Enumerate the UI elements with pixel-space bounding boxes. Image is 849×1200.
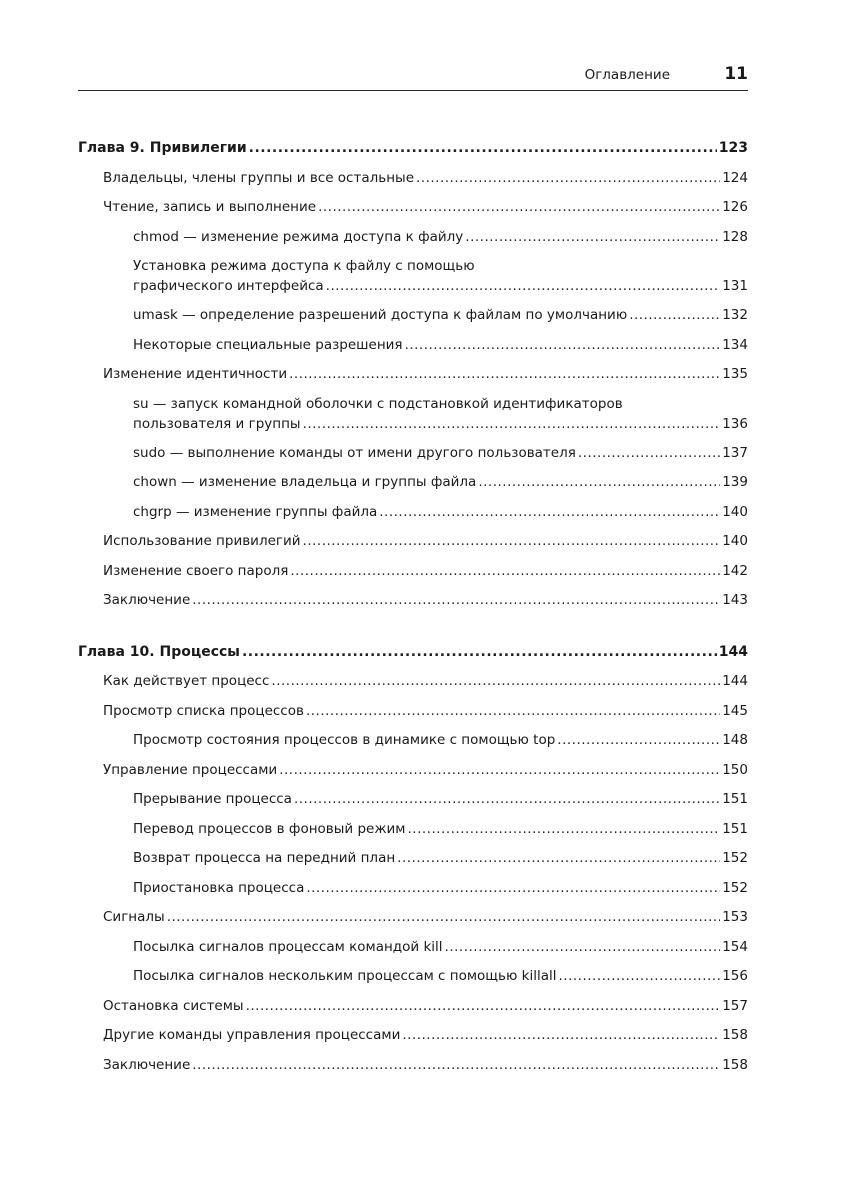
entry-title: Чтение, запись и выполнение bbox=[103, 199, 317, 215]
entry-page-number: 151 bbox=[722, 820, 748, 837]
toc-subsection-entry[interactable] bbox=[78, 439, 748, 469]
toc-subsection-entry[interactable] bbox=[78, 962, 748, 992]
dot-leader bbox=[379, 498, 720, 528]
entry-title: Остановка системы bbox=[103, 997, 244, 1014]
toc-subsection-entry[interactable] bbox=[78, 933, 748, 963]
entry-title: Другие команды управления процессами bbox=[103, 1027, 401, 1043]
toc-section-entry[interactable] bbox=[78, 756, 748, 786]
toc-section-entry[interactable] bbox=[78, 527, 748, 557]
entry-page-number: 143 bbox=[722, 592, 748, 608]
toc-subsection-entry[interactable] bbox=[78, 498, 748, 528]
dot-leader bbox=[192, 586, 720, 616]
entry-title: Заключение bbox=[103, 592, 191, 608]
dot-leader bbox=[271, 667, 720, 697]
dot-leader bbox=[402, 1021, 720, 1051]
entry-page-number: 140 bbox=[722, 503, 748, 520]
toc-section-entry[interactable] bbox=[78, 557, 748, 587]
dot-leader bbox=[405, 331, 721, 361]
toc-subsection-entry[interactable] bbox=[78, 815, 748, 845]
entry-page-number: 156 bbox=[722, 968, 748, 984]
entry-title: Изменение идентичности bbox=[103, 366, 288, 382]
dot-leader bbox=[192, 1051, 720, 1081]
chapter-title: Глава 9. Привилегии bbox=[78, 140, 247, 156]
entry-title: Прерывание процесса bbox=[133, 791, 292, 807]
dot-leader bbox=[416, 164, 720, 194]
header-page-number: 11 bbox=[724, 64, 748, 84]
entry-title: chgrp — изменение группы файла bbox=[133, 503, 378, 520]
dot-leader bbox=[478, 468, 720, 498]
entry-page-number: 142 bbox=[722, 562, 748, 579]
entry-title: Некоторые специальные разрешения bbox=[133, 336, 403, 353]
dot-leader bbox=[306, 697, 720, 727]
entry-page-number: 150 bbox=[722, 761, 748, 778]
dot-leader bbox=[167, 903, 721, 933]
toc-section-entry[interactable] bbox=[78, 586, 748, 616]
entry-title: графического интерфейса bbox=[133, 278, 324, 294]
toc-subsection-entry[interactable] bbox=[78, 390, 748, 439]
dot-leader bbox=[242, 638, 717, 668]
dot-leader bbox=[326, 276, 721, 296]
entry-page-number: 158 bbox=[722, 1056, 748, 1073]
entry-title-line1: su — запуск командной оболочки с подстановкой идентификаторов bbox=[133, 395, 623, 412]
entry-page-number: 152 bbox=[722, 850, 748, 866]
entry-page-number: 139 bbox=[722, 474, 748, 490]
toc-section-entry[interactable] bbox=[78, 164, 748, 194]
entry-title: Возврат процесса на передний план bbox=[133, 850, 396, 866]
toc-subsection-entry[interactable] bbox=[78, 252, 748, 301]
dot-leader bbox=[303, 414, 721, 434]
dot-leader bbox=[408, 815, 721, 845]
dot-leader bbox=[578, 439, 720, 469]
entry-page-number: 137 bbox=[722, 444, 748, 461]
entry-title: umask — определение разрешений доступа к файлам по умолчанию bbox=[133, 307, 628, 323]
toc-section-entry[interactable] bbox=[78, 1021, 748, 1051]
toc-subsection-entry[interactable] bbox=[78, 468, 748, 498]
header-section-label: Оглавление bbox=[584, 67, 670, 83]
entry-title: Использование привилегий bbox=[103, 533, 301, 549]
entry-page-number: 135 bbox=[722, 366, 748, 382]
chapter-spacer bbox=[78, 616, 748, 638]
entry-page-number: 134 bbox=[722, 336, 748, 353]
entry-page-number: 128 bbox=[722, 228, 748, 245]
entry-title: Просмотр списка процессов bbox=[103, 702, 304, 719]
entry-page-number: 148 bbox=[722, 732, 748, 748]
dot-leader bbox=[249, 134, 717, 164]
entry-title: Управление процессами bbox=[103, 761, 278, 778]
chapter-entry[interactable] bbox=[78, 638, 748, 668]
dot-leader bbox=[279, 756, 720, 786]
dot-leader bbox=[303, 527, 721, 557]
entry-title: Владельцы, члены группы и все остальные bbox=[103, 169, 414, 186]
entry-title: Перевод процессов в фоновый режим bbox=[133, 820, 406, 837]
entry-page-number: 153 bbox=[722, 909, 748, 925]
chapter-entry[interactable] bbox=[78, 134, 748, 164]
entry-title: Посылка сигналов процессам командой kill bbox=[133, 938, 443, 955]
entry-page-number: 131 bbox=[722, 278, 748, 294]
entry-page-number: 151 bbox=[722, 791, 748, 807]
entry-page-number: 154 bbox=[722, 938, 748, 955]
toc-section-entry[interactable] bbox=[78, 1051, 748, 1081]
toc-section-entry[interactable] bbox=[78, 360, 748, 390]
table-of-contents bbox=[78, 134, 748, 1080]
entry-page-number: 126 bbox=[722, 199, 748, 215]
entry-page-number: 132 bbox=[722, 307, 748, 323]
dot-leader bbox=[289, 360, 720, 390]
chapter-page-number: 123 bbox=[718, 140, 748, 156]
toc-subsection-entry[interactable] bbox=[78, 844, 748, 874]
toc-subsection-entry[interactable] bbox=[78, 785, 748, 815]
entry-page-number: 140 bbox=[722, 533, 748, 549]
dot-leader bbox=[465, 223, 720, 253]
dot-leader bbox=[557, 726, 720, 756]
dot-leader bbox=[290, 557, 720, 587]
dot-leader bbox=[294, 785, 720, 815]
toc-section-entry[interactable] bbox=[78, 667, 748, 697]
chapter-page-number: 144 bbox=[718, 643, 748, 660]
entry-title: Сигналы bbox=[103, 909, 165, 925]
entry-title: Изменение своего пароля bbox=[103, 562, 289, 579]
entry-page-number: 136 bbox=[722, 415, 748, 432]
toc-subsection-entry[interactable] bbox=[78, 874, 748, 904]
entry-title: chown — изменение владельца и группы файла bbox=[133, 474, 477, 490]
dot-leader bbox=[558, 962, 720, 992]
entry-page-number: 124 bbox=[722, 169, 748, 186]
toc-subsection-entry[interactable] bbox=[78, 331, 748, 361]
entry-title: Как действует процесс bbox=[103, 673, 270, 689]
dot-leader bbox=[445, 933, 721, 963]
entry-title-line1: Установка режима доступа к файлу с помощью bbox=[133, 258, 475, 274]
entry-title: chmod — изменение режима доступа к файлу bbox=[133, 228, 464, 245]
toc-subsection-entry[interactable] bbox=[78, 223, 748, 253]
chapter-title: Глава 10. Процессы bbox=[78, 643, 240, 660]
toc-section-entry[interactable] bbox=[78, 193, 748, 223]
running-header bbox=[78, 62, 748, 91]
toc-section-entry[interactable] bbox=[78, 992, 748, 1022]
dot-leader bbox=[306, 874, 720, 904]
dot-leader bbox=[318, 193, 720, 223]
dot-leader bbox=[246, 992, 721, 1022]
entry-title: Посылка сигналов нескольким процессам с помощью killall bbox=[133, 968, 557, 984]
entry-title: Просмотр состояния процессов в динамике с помощью top bbox=[133, 732, 556, 748]
dot-leader bbox=[629, 301, 720, 331]
entry-page-number: 152 bbox=[722, 879, 748, 896]
entry-page-number: 157 bbox=[722, 997, 748, 1014]
toc-subsection-entry[interactable] bbox=[78, 726, 748, 756]
entry-title: Заключение bbox=[103, 1056, 191, 1073]
entry-page-number: 144 bbox=[722, 673, 748, 689]
toc-subsection-entry[interactable] bbox=[78, 301, 748, 331]
entry-page-number: 158 bbox=[722, 1027, 748, 1043]
entry-title: пользователя и группы bbox=[133, 415, 301, 432]
entry-title: sudo — выполнение команды от имени другого пользователя bbox=[133, 444, 576, 461]
entry-page-number: 145 bbox=[722, 702, 748, 719]
toc-section-entry[interactable] bbox=[78, 697, 748, 727]
entry-title: Приостановка процесса bbox=[133, 879, 305, 896]
dot-leader bbox=[397, 844, 720, 874]
toc-section-entry[interactable] bbox=[78, 903, 748, 933]
